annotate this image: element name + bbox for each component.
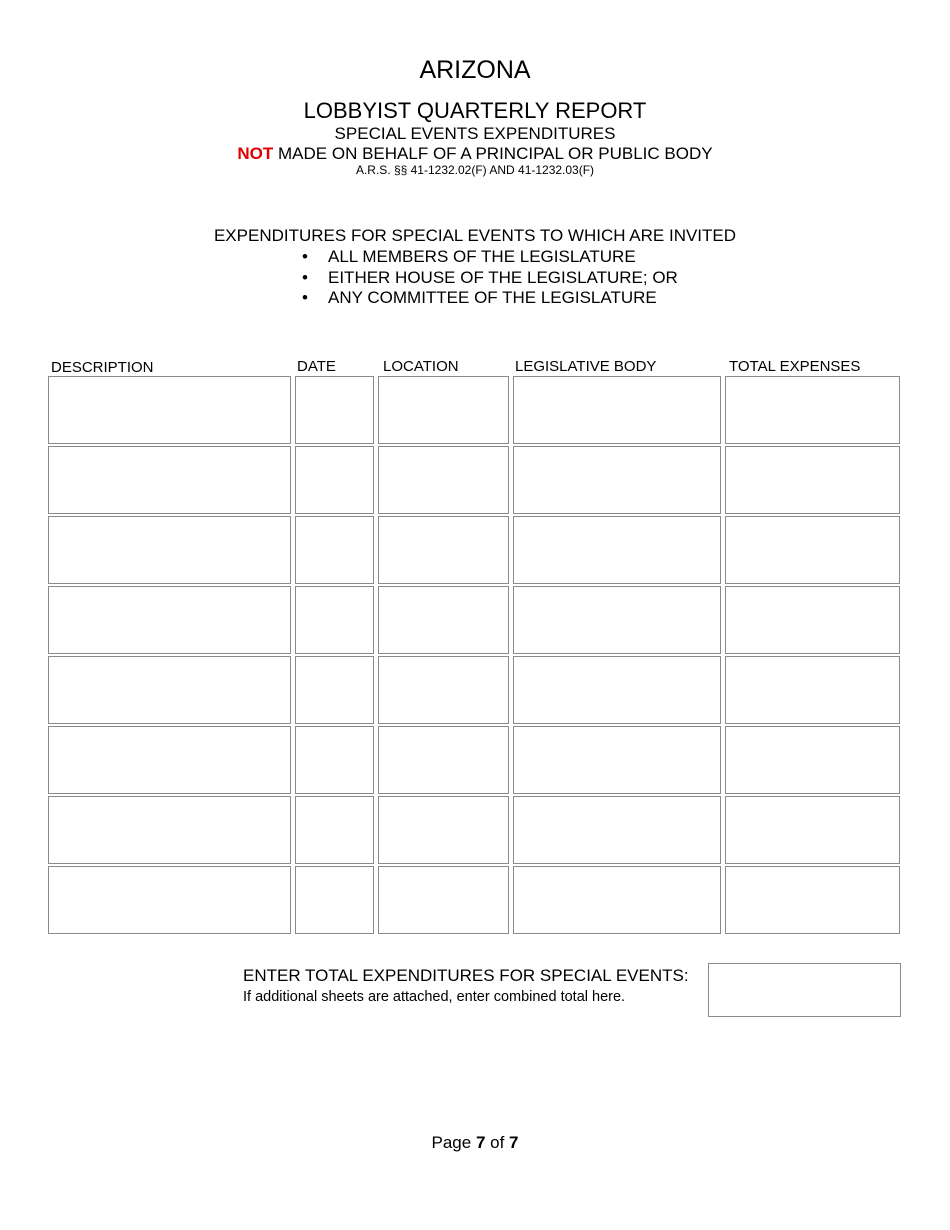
legislative-body-field[interactable]	[513, 586, 721, 654]
column-header-description: DESCRIPTION	[51, 359, 154, 376]
date-field[interactable]	[295, 866, 374, 934]
location-field[interactable]	[378, 796, 509, 864]
total-expenses-field[interactable]	[725, 796, 900, 864]
legislative-body-field[interactable]	[513, 516, 721, 584]
legislative-body-field[interactable]	[513, 376, 721, 444]
column-header-date: DATE	[297, 358, 336, 375]
location-field[interactable]	[378, 516, 509, 584]
list-item: • EITHER HOUSE OF THE LEGISLATURE; OR	[299, 268, 678, 289]
legislative-body-field[interactable]	[513, 796, 721, 864]
description-field[interactable]	[48, 726, 291, 794]
legislative-body-field[interactable]	[513, 726, 721, 794]
description-field[interactable]	[48, 516, 291, 584]
column-header-legislative-body: LEGISLATIVE BODY	[515, 358, 657, 375]
date-field[interactable]	[295, 516, 374, 584]
bullet-icon: •	[302, 247, 308, 266]
location-field[interactable]	[378, 726, 509, 794]
location-field[interactable]	[378, 586, 509, 654]
legislative-body-field[interactable]	[513, 866, 721, 934]
description-field[interactable]	[48, 586, 291, 654]
not-emphasis: NOT	[237, 144, 274, 163]
report-subtitle: SPECIAL EVENTS EXPENDITURES	[334, 124, 616, 143]
bullet-icon: •	[302, 267, 308, 287]
description-field[interactable]	[48, 446, 291, 514]
date-field[interactable]	[295, 726, 374, 794]
date-field[interactable]	[295, 376, 374, 444]
total-note: If additional sheets are attached, enter combined total here.	[243, 989, 626, 1005]
qualifier-text: MADE ON BEHALF OF A PRINCIPAL OR PUBLIC BODY	[273, 144, 713, 163]
location-field[interactable]	[378, 866, 509, 934]
date-field[interactable]	[295, 446, 374, 514]
total-expenses-field[interactable]	[725, 726, 900, 794]
bullet-icon: •	[302, 288, 308, 307]
legislative-body-field[interactable]	[513, 656, 721, 724]
description-field[interactable]	[48, 656, 291, 724]
location-field[interactable]	[378, 376, 509, 444]
list-item: • ANY COMMITTEE OF THE LEGISLATURE	[299, 288, 678, 309]
legislative-body-field[interactable]	[513, 446, 721, 514]
location-field[interactable]	[378, 656, 509, 724]
statute-reference: A.R.S. §§ 41-1232.02(F) AND 41-1232.03(F)	[355, 163, 595, 177]
state-title: ARIZONA	[419, 56, 531, 84]
total-expenses-field[interactable]	[725, 586, 900, 654]
description-field[interactable]	[48, 866, 291, 934]
total-expenses-field[interactable]	[725, 656, 900, 724]
report-qualifier	[0, 144, 950, 164]
total-expenses-field[interactable]	[725, 376, 900, 444]
list-item: • ALL MEMBERS OF THE LEGISLATURE	[299, 247, 678, 268]
total-pages: 7	[509, 1133, 519, 1152]
date-field[interactable]	[295, 796, 374, 864]
report-title: LOBBYIST QUARTERLY REPORT	[303, 98, 647, 123]
total-expenses-field[interactable]	[725, 866, 900, 934]
date-field[interactable]	[295, 656, 374, 724]
page-number: Page 7 of 7	[431, 1133, 519, 1152]
date-field[interactable]	[295, 586, 374, 654]
description-field[interactable]	[48, 796, 291, 864]
intro-heading: EXPENDITURES FOR SPECIAL EVENTS TO WHICH ARE INVITED	[213, 226, 737, 245]
total-expenses-field[interactable]	[725, 446, 900, 514]
invitee-list	[299, 247, 678, 309]
total-expenditures-field[interactable]	[708, 963, 901, 1017]
column-header-total-expenses: TOTAL EXPENSES	[729, 358, 861, 375]
total-label: ENTER TOTAL EXPENDITURES FOR SPECIAL EVENTS:	[243, 966, 689, 985]
column-header-location: LOCATION	[383, 358, 459, 375]
description-field[interactable]	[48, 376, 291, 444]
total-expenses-field[interactable]	[725, 516, 900, 584]
location-field[interactable]	[378, 446, 509, 514]
current-page: 7	[475, 1133, 486, 1152]
